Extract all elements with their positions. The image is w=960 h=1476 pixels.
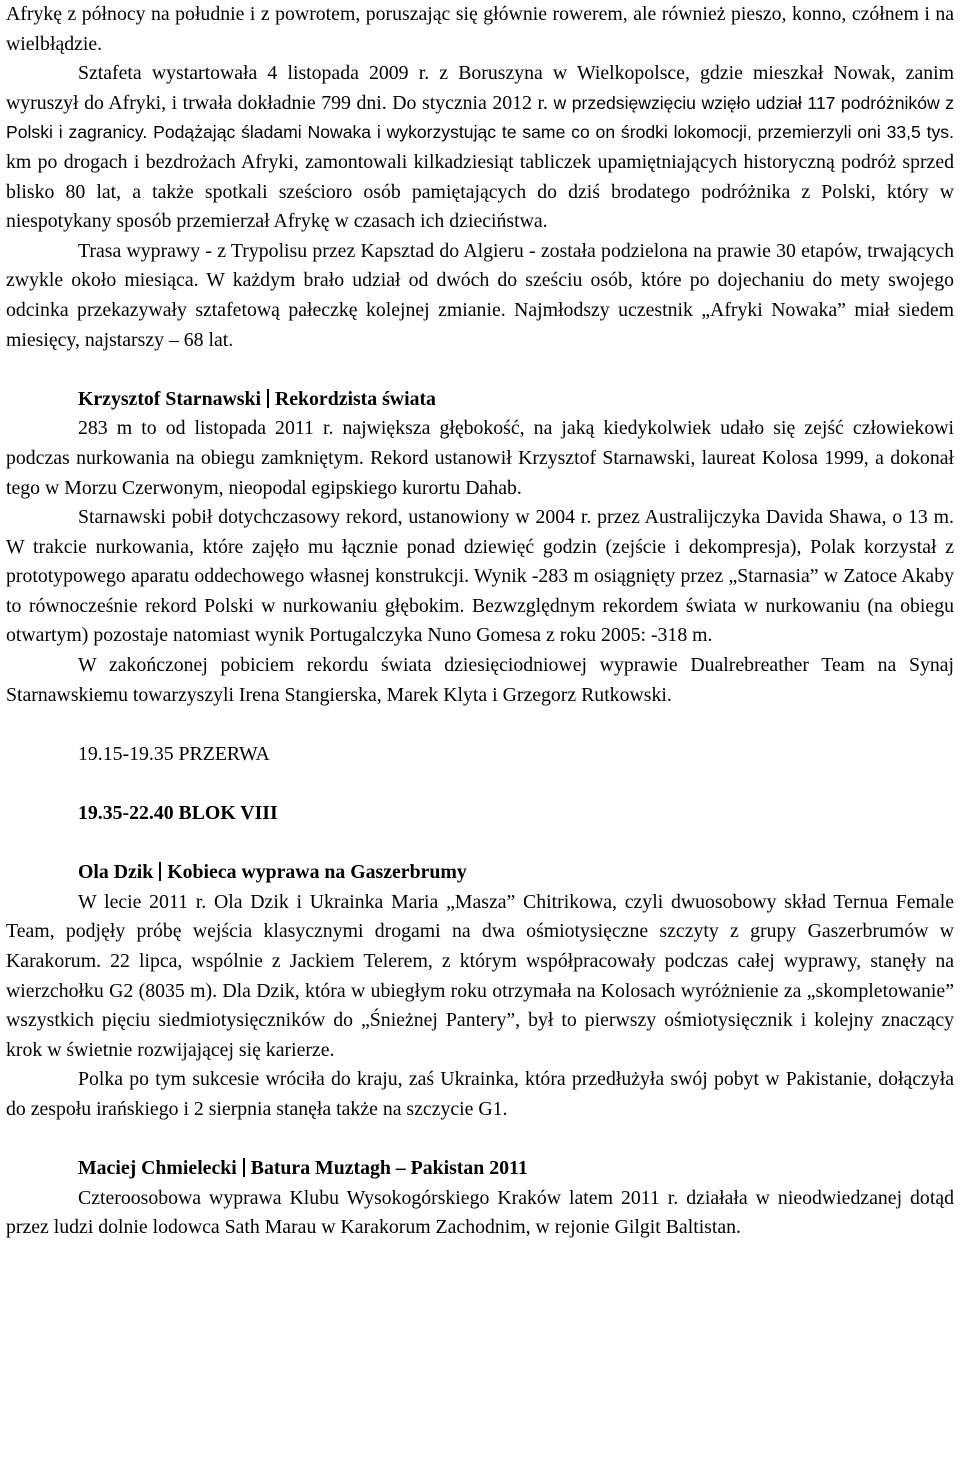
intro-paragraph-1: Afrykę z północy na południe i z powrotem, poruszając się głównie rowerem, ale również pieszo, konno, czółnem i na wielbłądzie. bbox=[6, 3, 954, 55]
starnawski-heading-name: Krzysztof Starnawski bbox=[78, 387, 261, 410]
heading-separator bbox=[159, 862, 161, 881]
chmielecki-paragraph-1: Czteroosobowa wyprawa Klubu Wysokogórskiego Kraków latem 2011 r. działała w nieodwiedzanej dotąd przez ludzi dolnie lodowca Sath Marau w Karakorum Zachodnim, w rejonie Gilgit Baltistan. bbox=[6, 1186, 954, 1239]
starnawski-paragraph-3: W zakończonej pobiciem rekordu świata dziesięciodniowej wyprawie Dualrebreather Team na Synaj Starnawskiemu towarzyszyli Irena Stangierska, Marek Klyta i Grzegorz Rutkowski. bbox=[6, 654, 954, 706]
block-time-line: 19.35-22.40 BLOK VIII bbox=[78, 802, 278, 825]
starnawski-heading bbox=[6, 385, 954, 415]
dzik-paragraph-2: Polka po tym sukcesie wróciła do kraju, zaś Ukrainka, która przedłużyła swój pobyt w Pakistanie, dołączyła do zespołu irańskiego i 2 sierpnia stanęła także na szczycie G1. bbox=[6, 1068, 954, 1120]
dzik-heading bbox=[6, 858, 954, 888]
intro-paragraph-2-part-b: w przedsięwzięciu wzięło udział 117 podróżników z Polski i zagranicy. Podążając śladami Nowaka i wykorzystując te same co on środki lokomocji, przemierzyli oni 33,5 tys. bbox=[6, 92, 954, 143]
dzik-heading-name: Ola Dzik bbox=[78, 861, 154, 884]
intro-paragraph-2 bbox=[6, 59, 954, 237]
spacer bbox=[6, 769, 954, 799]
starnawski-paragraph-1: 283 m to od listopada 2011 r. największa głębokość, na jaką kiedykolwiek udało się zejść człowiekowi podczas nurkowania na obiegu zamkniętym. Rekord ustanowił Krzysztof Starnawski, laureat Kolosa 1999, a dokonał tego w Morzu Czerwonym, nieopodal egipskiego kurortu Dahab. bbox=[6, 417, 954, 499]
starnawski-heading-title: Rekordzista świata bbox=[274, 387, 436, 410]
starnawski-paragraph-2: Starnawski pobił dotychczasowy rekord, ustanowiony w 2004 r. przez Australijczyka Davida Shawa, o 13 m. W trakcie nurkowania, które zajęło mu łącznie ponad dziewięć godzin (zejście i dekompresja), Polak korzystał z prototypowego aparatu oddechowego własnej konstrukcji. Wynik -283 m osiągnięty przez „Starnasia” w Zatoce Akaby to równocześnie rekord Polski w nurkowaniu głębokim. Bezwzględnym rekordem świata w nurkowaniu (na obiegu otwartym) pozostaje natomiast wynik Portugalczyka Nuno Gomesa z roku 2005: -318 m. bbox=[6, 506, 954, 647]
chmielecki-heading-title: Batura Muztagh – Pakistan 2011 bbox=[250, 1157, 528, 1180]
intro-paragraph-2-part-a: Sztafeta wystartowała 4 listopada 2009 r. z Boruszyna w Wielkopolsce, gdzie mieszkał Nowak, zanim wyruszył do Afryki, i trwała dokładnie 799 dni. Do stycznia 2012 r. bbox=[6, 62, 954, 114]
spacer bbox=[6, 355, 954, 385]
heading-separator bbox=[243, 1158, 245, 1177]
heading-separator bbox=[267, 389, 269, 408]
chmielecki-heading-name: Maciej Chmielecki bbox=[78, 1157, 237, 1180]
spacer bbox=[6, 829, 954, 859]
chmielecki-heading bbox=[6, 1154, 954, 1184]
dzik-heading-title: Kobieca wyprawa na Gaszerbrumy bbox=[167, 861, 467, 884]
break-time-line: 19.15-19.35 PRZERWA bbox=[78, 742, 270, 765]
spacer bbox=[6, 710, 954, 740]
intro-paragraph-3: Trasa wyprawy - z Trypolisu przez Kapsztad do Algieru - została podzielona na prawie 30 etapów, trwających zwykle około miesiąca. W każdym brało udział od dwóch do sześciu osób, które po dojechaniu do mety swojego odcinka przekazywały sztafetową pałeczkę kolejnej zmianie. Najmłodszy uczestnik „Afryki Nowaka” miał siedem miesięcy, najstarszy – 68 lat. bbox=[6, 239, 954, 351]
intro-paragraph-2-part-c: km po drogach i bezdrożach Afryki, zamontowali kilkadziesiąt tabliczek upamiętniających historyczną podróż sprzed blisko 80 lat, a także spotkali sześcioro osób pamiętających do dziś brodatego podróżnika z Polski, który w niespotykany sposób przemierzał Afrykę w czasach ich dzieciństwa. bbox=[6, 150, 954, 233]
dzik-paragraph-1: W lecie 2011 r. Ola Dzik i Ukrainka Maria „Masza” Chitrikowa, czyli dwuosobowy skład Ternua Female Team, podjęły próbę wejścia klasycznymi drogami na dwa ośmiotysięczne szczyty z grupy Gaszerbrumów w Karakorum. 22 lipca, wspólnie z Jackiem Telerem, z którym współpracowały podczas całej wyprawy, stanęły na wierzchołku G2 (8035 m). Dla Dzik, która w ubiegłym roku otrzymała na Kolosach wyróżnienie za „skompletowanie” wszystkich pięciu siedmiotysięczników do „Śnieżnej Pantery”, był to pierwszy ośmiotysięcznik i kolejny znaczący krok w świetnie rozwijającej się karierze. bbox=[6, 890, 954, 1061]
spacer bbox=[6, 1125, 954, 1155]
document-page bbox=[6, 0, 954, 1243]
